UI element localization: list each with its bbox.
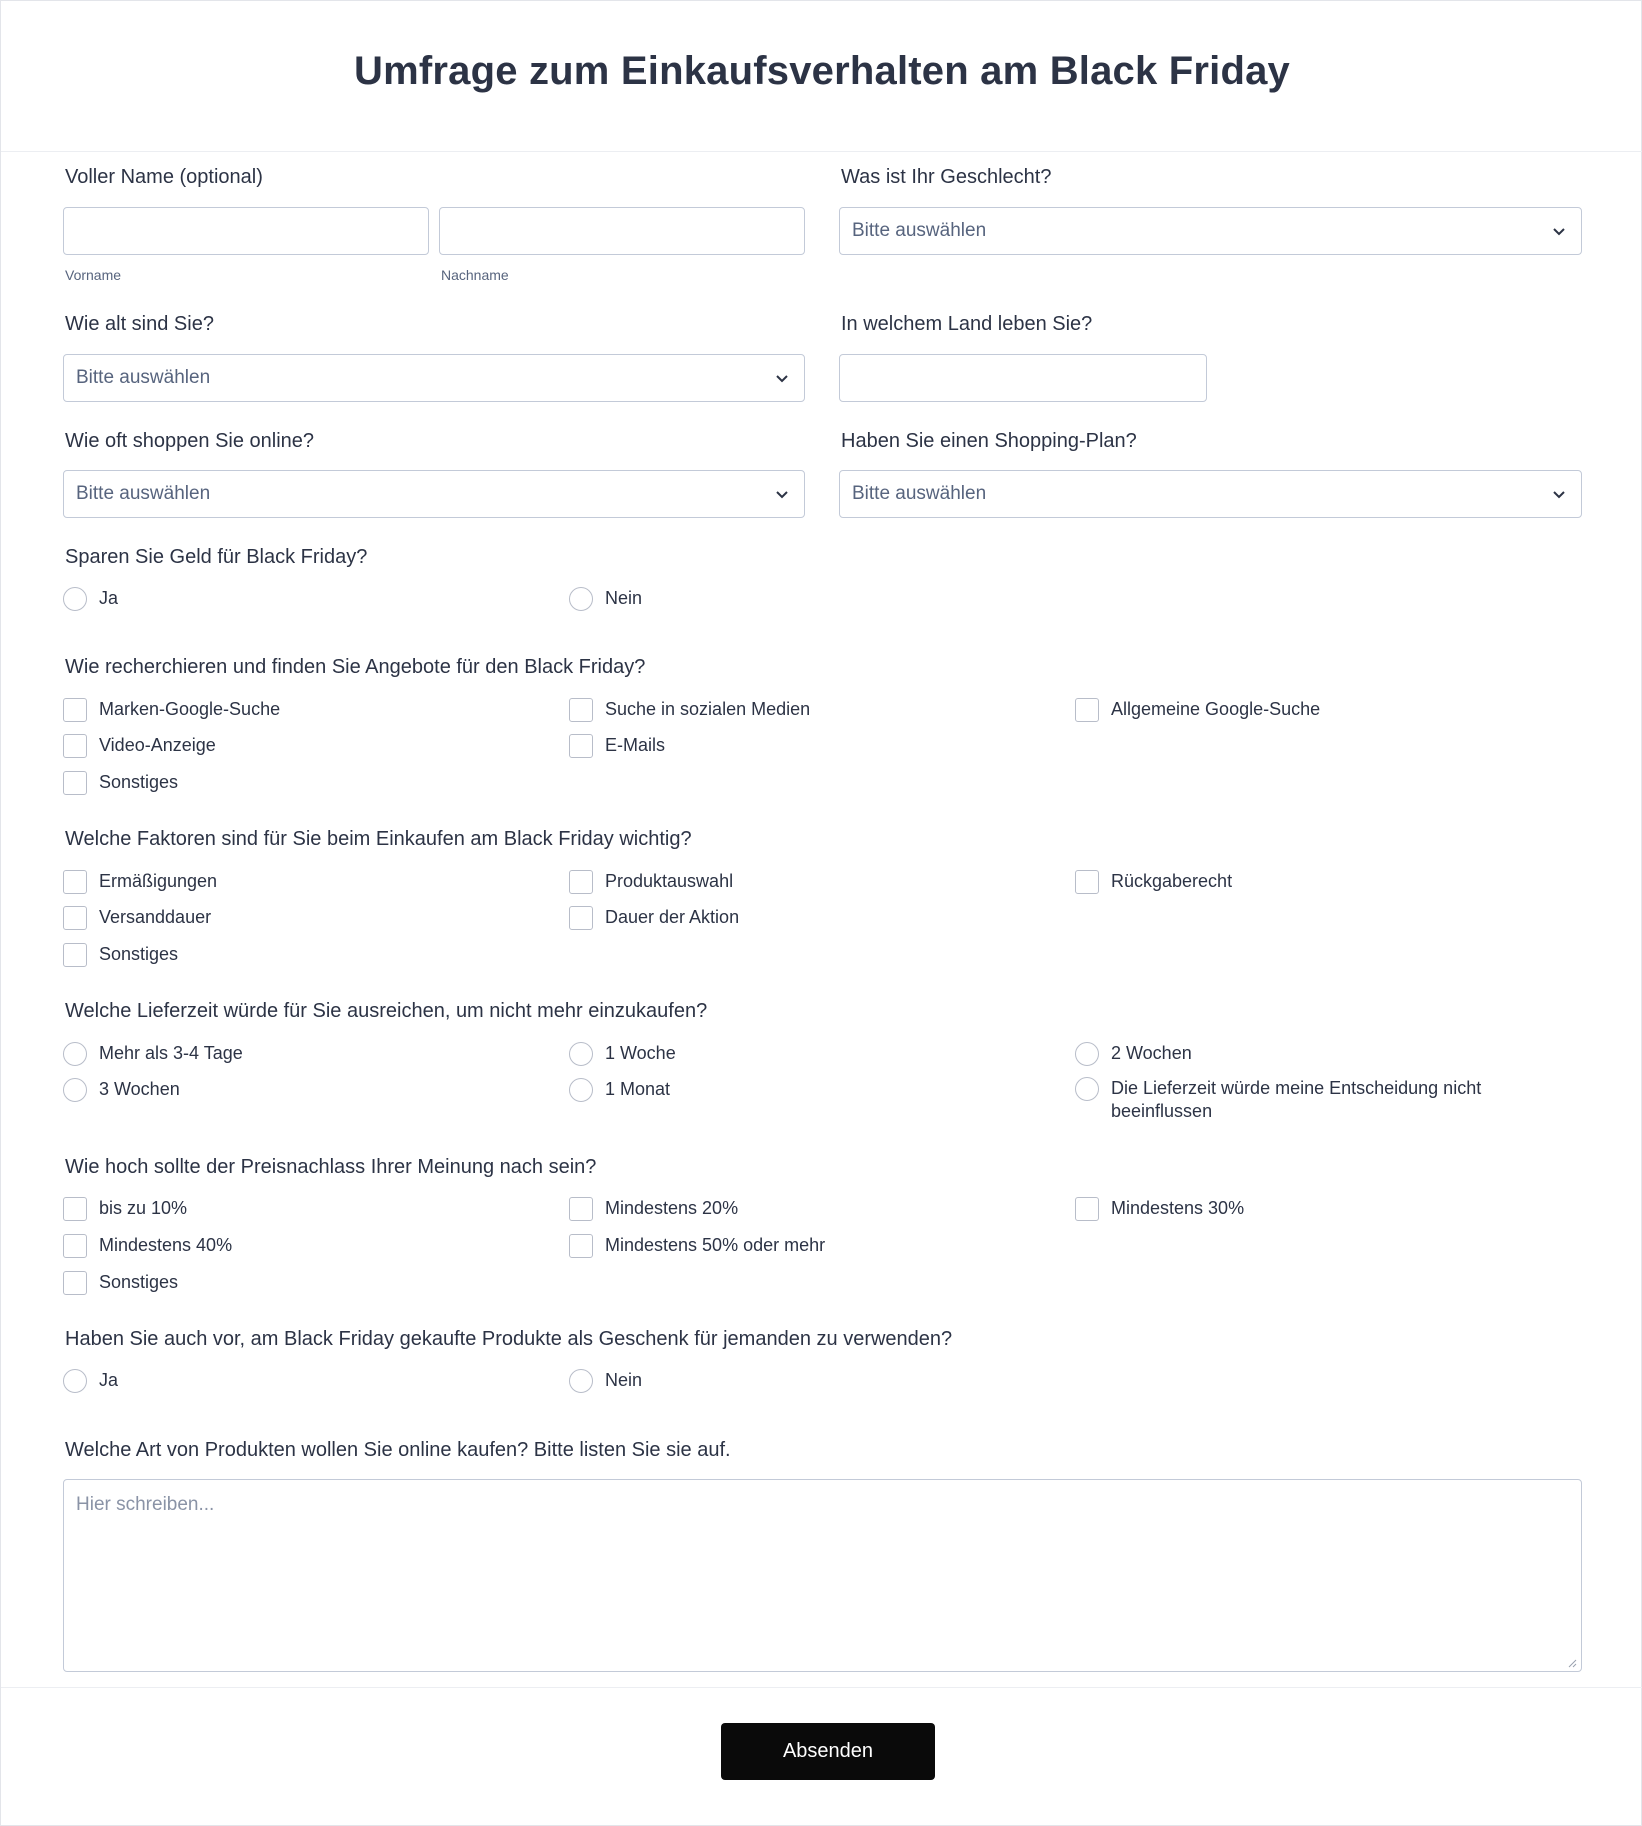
checkbox[interactable] [1075, 698, 1099, 722]
radio-button[interactable] [569, 1078, 593, 1102]
checkbox[interactable] [1075, 1197, 1099, 1221]
age-select-value: Bitte auswählen [76, 367, 211, 388]
save-money-label: Sparen Sie Geld für Black Friday? [65, 546, 368, 568]
gift-option-nein[interactable]: Nein [569, 1369, 642, 1393]
research-option[interactable]: Sonstiges [63, 771, 178, 795]
save-money-option-nein[interactable]: Nein [569, 587, 642, 611]
radio-button[interactable] [1075, 1077, 1099, 1101]
delivery-option[interactable]: Mehr als 3-4 Tage [63, 1042, 243, 1066]
age-select[interactable] [63, 354, 805, 402]
checkbox[interactable] [63, 734, 87, 758]
checkbox[interactable] [569, 1234, 593, 1258]
radio-button[interactable] [63, 1078, 87, 1102]
factors-option[interactable]: Rückgaberecht [1075, 870, 1232, 894]
factors-option[interactable]: Sonstiges [63, 943, 178, 967]
radio-button[interactable] [569, 1369, 593, 1393]
frequency-label: Wie oft shoppen Sie online? [65, 430, 315, 452]
delivery-option[interactable]: 2 Wochen [1075, 1042, 1192, 1066]
checkbox[interactable] [569, 870, 593, 894]
checkbox[interactable] [63, 1271, 87, 1295]
checkbox[interactable] [63, 906, 87, 930]
radio-button[interactable] [569, 587, 593, 611]
checkbox[interactable] [569, 1197, 593, 1221]
discount-option[interactable]: Mindestens 20% [569, 1197, 738, 1221]
form-header [1, 1, 1642, 152]
resize-grip-icon[interactable] [1567, 1658, 1577, 1668]
plan-label: Haben Sie einen Shopping-Plan? [841, 430, 1137, 452]
form-title: Umfrage zum Einkaufsverhalten am Black Friday [354, 49, 1290, 93]
delivery-option[interactable]: Die Lieferzeit würde meine Entscheidung nicht beeinflussen [1075, 1077, 1515, 1123]
frequency-select[interactable] [63, 470, 805, 518]
gender-select-value: Bitte auswählen [852, 220, 987, 241]
factors-option[interactable]: Produktauswahl [569, 870, 733, 894]
plan-select[interactable] [839, 470, 1582, 518]
last-name-input[interactable] [439, 207, 805, 255]
gift-label: Haben Sie auch vor, am Black Friday gekaufte Produkte als Geschenk für jemanden zu verwenden? [65, 1328, 953, 1350]
products-textarea[interactable] [63, 1479, 1582, 1672]
checkbox[interactable] [569, 734, 593, 758]
plan-select-value: Bitte auswählen [852, 483, 987, 504]
discount-option[interactable]: Mindestens 40% [63, 1234, 232, 1258]
country-input[interactable] [839, 354, 1207, 402]
delivery-option[interactable]: 1 Monat [569, 1078, 670, 1102]
discount-option[interactable]: Sonstiges [63, 1271, 178, 1295]
full-name-label: Voller Name (optional) [65, 166, 263, 188]
radio-button[interactable] [1075, 1042, 1099, 1066]
checkbox[interactable] [569, 698, 593, 722]
discount-option[interactable]: Mindestens 30% [1075, 1197, 1244, 1221]
discount-option[interactable]: Mindestens 50% oder mehr [569, 1234, 825, 1258]
research-option[interactable]: Marken-Google-Suche [63, 698, 280, 722]
submit-button[interactable]: Absenden [721, 1723, 935, 1780]
gender-label: Was ist Ihr Geschlecht? [841, 166, 1052, 188]
radio-button[interactable] [63, 1042, 87, 1066]
first-name-sublabel: Vorname [65, 267, 122, 283]
chevron-down-icon [1551, 486, 1567, 502]
delivery-option[interactable]: 1 Woche [569, 1042, 676, 1066]
country-label: In welchem Land leben Sie? [841, 313, 1093, 335]
chevron-down-icon [774, 486, 790, 502]
chevron-down-icon [774, 370, 790, 386]
delivery-option[interactable]: 3 Wochen [63, 1078, 180, 1102]
checkbox[interactable] [63, 1197, 87, 1221]
discount-label: Wie hoch sollte der Preisnachlass Ihrer Meinung nach sein? [65, 1156, 597, 1178]
delivery-label: Welche Lieferzeit würde für Sie ausreichen, um nicht mehr einzukaufen? [65, 1000, 708, 1022]
checkbox[interactable] [63, 943, 87, 967]
age-label: Wie alt sind Sie? [65, 313, 214, 335]
factors-option[interactable]: Ermäßigungen [63, 870, 217, 894]
checkbox[interactable] [63, 1234, 87, 1258]
factors-label: Welche Faktoren sind für Sie beim Einkaufen am Black Friday wichtig? [65, 828, 692, 850]
products-label: Welche Art von Produkten wollen Sie online kaufen? Bitte listen Sie sie auf. [65, 1439, 731, 1461]
checkbox[interactable] [63, 771, 87, 795]
research-option[interactable]: Video-Anzeige [63, 734, 216, 758]
checkbox[interactable] [63, 870, 87, 894]
discount-option[interactable]: bis zu 10% [63, 1197, 187, 1221]
frequency-select-value: Bitte auswählen [76, 483, 211, 504]
checkbox[interactable] [569, 906, 593, 930]
research-option[interactable]: Allgemeine Google-Suche [1075, 698, 1320, 722]
save-money-option-ja[interactable]: Ja [63, 587, 118, 611]
radio-button[interactable] [569, 1042, 593, 1066]
radio-button[interactable] [63, 587, 87, 611]
last-name-sublabel: Nachname [441, 267, 509, 283]
factors-option[interactable]: Dauer der Aktion [569, 906, 739, 930]
checkbox[interactable] [63, 698, 87, 722]
research-option[interactable]: E-Mails [569, 734, 665, 758]
checkbox[interactable] [1075, 870, 1099, 894]
chevron-down-icon [1551, 223, 1567, 239]
first-name-input[interactable] [63, 207, 429, 255]
radio-button[interactable] [63, 1369, 87, 1393]
research-option[interactable]: Suche in sozialen Medien [569, 698, 810, 722]
gift-option-ja[interactable]: Ja [63, 1369, 118, 1393]
gender-select[interactable] [839, 207, 1582, 255]
research-label: Wie recherchieren und finden Sie Angebote für den Black Friday? [65, 656, 646, 678]
factors-option[interactable]: Versanddauer [63, 906, 211, 930]
